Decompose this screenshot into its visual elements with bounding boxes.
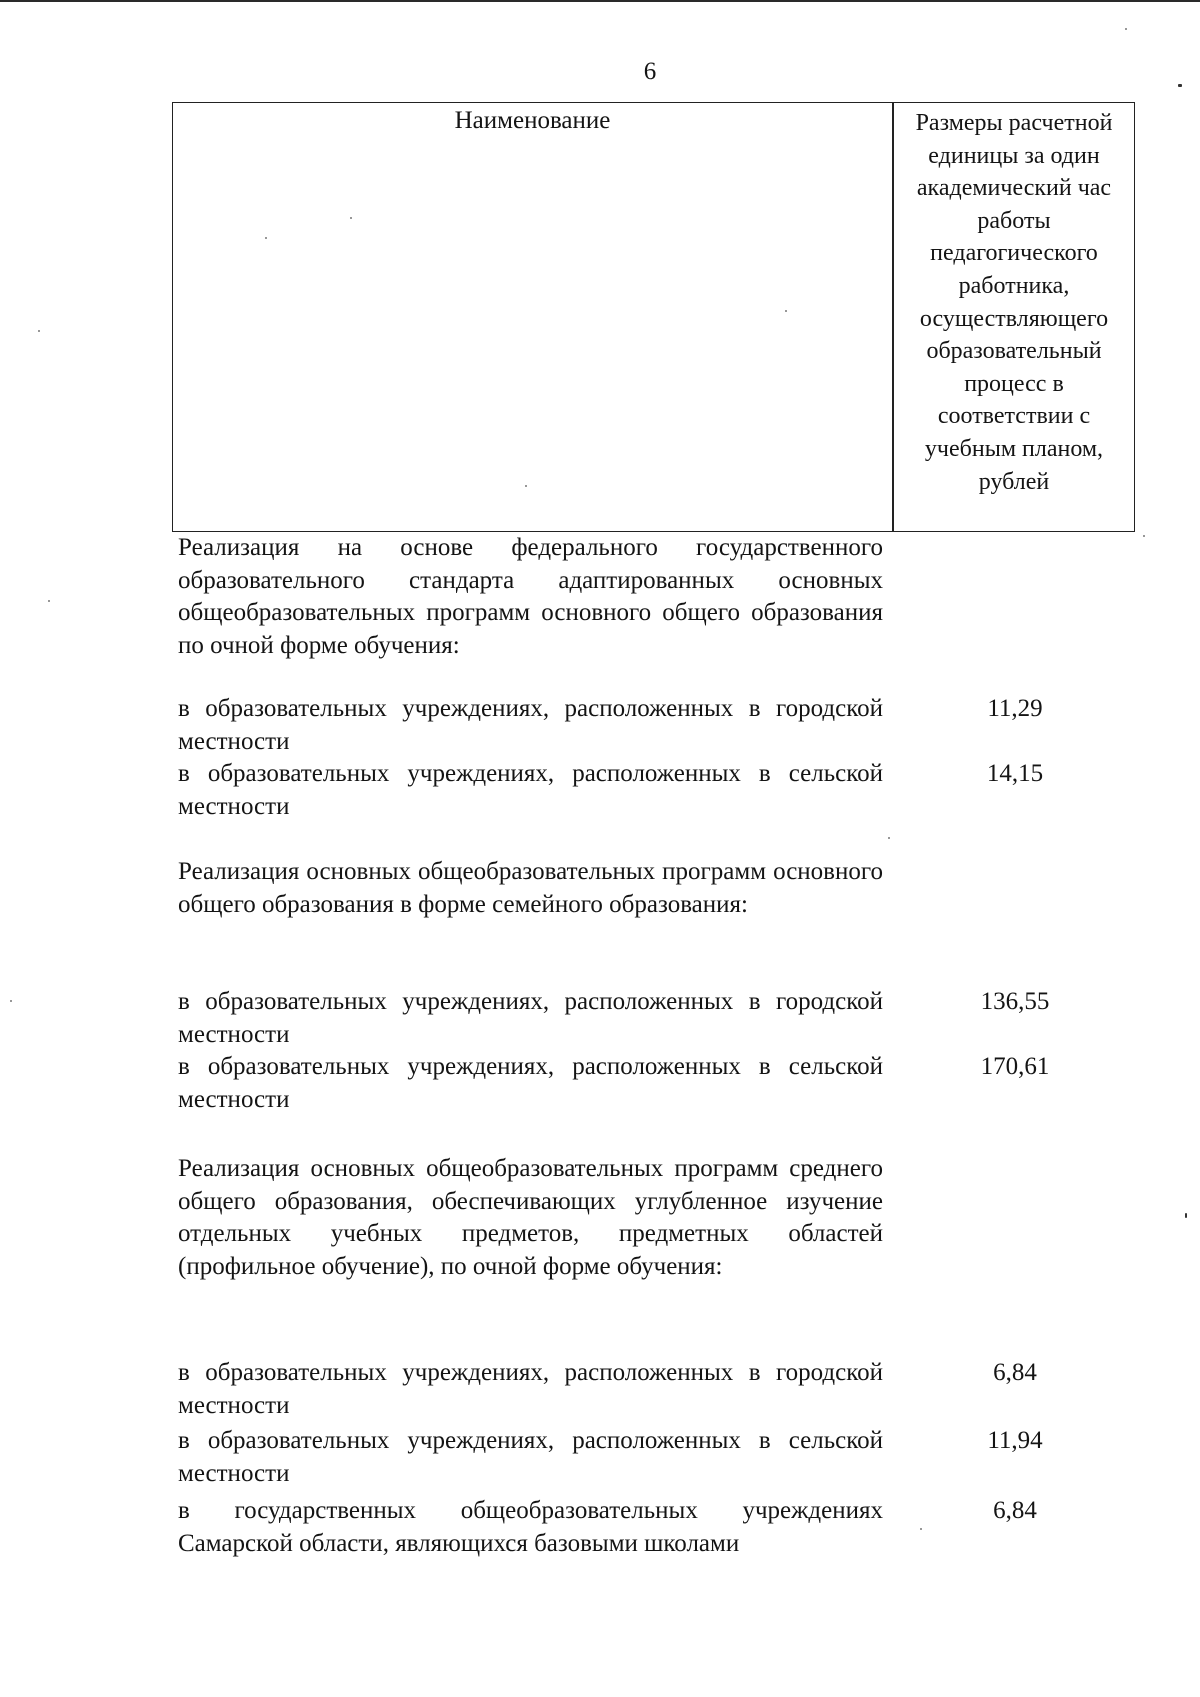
row-text: в образовательных учреждениях, расположенных в городской местности xyxy=(178,1359,883,1419)
scan-speck xyxy=(38,330,40,332)
scan-speck xyxy=(350,217,352,219)
scan-speck xyxy=(888,837,890,839)
header-name-cell: Наименование xyxy=(454,107,611,134)
scan-speck xyxy=(1143,535,1145,537)
row-text: в образовательных учреждениях, расположенных в сельской местности xyxy=(178,760,883,820)
scan-speck xyxy=(10,1000,12,1002)
scan-speck xyxy=(265,237,267,239)
row-text: в образовательных учреждениях, расположенных в сельской местности xyxy=(178,1053,883,1113)
row-text: в образовательных учреждениях, расположенных в городской местности xyxy=(178,988,883,1048)
section-title: Реализация основных общеобразовательных программ среднего общего образования, обеспечивающих углубленное изучение отдельных учебных предметов, предметных областей (профильное обучение), по очной форме обучения: xyxy=(178,1155,883,1280)
page-number: 6 xyxy=(643,58,657,85)
scan-speck xyxy=(48,600,50,602)
scan-speck xyxy=(1178,84,1182,87)
section-title: Реализация на основе федерального государственного образовательного стандарта адаптированных основных общеобразовательных программ основного общего образования по очной форме обучения: xyxy=(178,534,883,659)
row-text: в государственных общеобразовательных учреждениях Самарской области, являющихся базовыми школами xyxy=(178,1497,883,1557)
row-value: 11,94 xyxy=(987,1427,1043,1454)
scan-speck xyxy=(920,1528,922,1530)
row-text: в образовательных учреждениях, расположенных в сельской местности xyxy=(178,1427,883,1487)
row-value: 6,84 xyxy=(993,1359,1037,1386)
scan-top-edge xyxy=(0,0,1200,2)
scan-speck xyxy=(1125,28,1127,30)
header-size-cell: Размеры расчетной единицы за один академический час работы педагогического работника, осуществляющего образовательный процесс в соответствии с учебным планом, рублей xyxy=(915,110,1113,495)
row-value: 6,84 xyxy=(993,1497,1037,1524)
scan-speck xyxy=(525,485,527,487)
row-value: 170,61 xyxy=(980,1053,1050,1080)
row-value: 14,15 xyxy=(986,760,1044,787)
scan-speck xyxy=(785,310,787,312)
section-title: Реализация основных общеобразовательных программ основного общего образования в форме семейного образования: xyxy=(178,858,883,918)
row-text: в образовательных учреждениях, расположенных в городской местности xyxy=(178,695,883,755)
row-value: 11,29 xyxy=(987,695,1043,722)
scan-speck xyxy=(1185,1213,1187,1218)
row-value: 136,55 xyxy=(980,988,1050,1015)
header-table xyxy=(172,102,1135,532)
